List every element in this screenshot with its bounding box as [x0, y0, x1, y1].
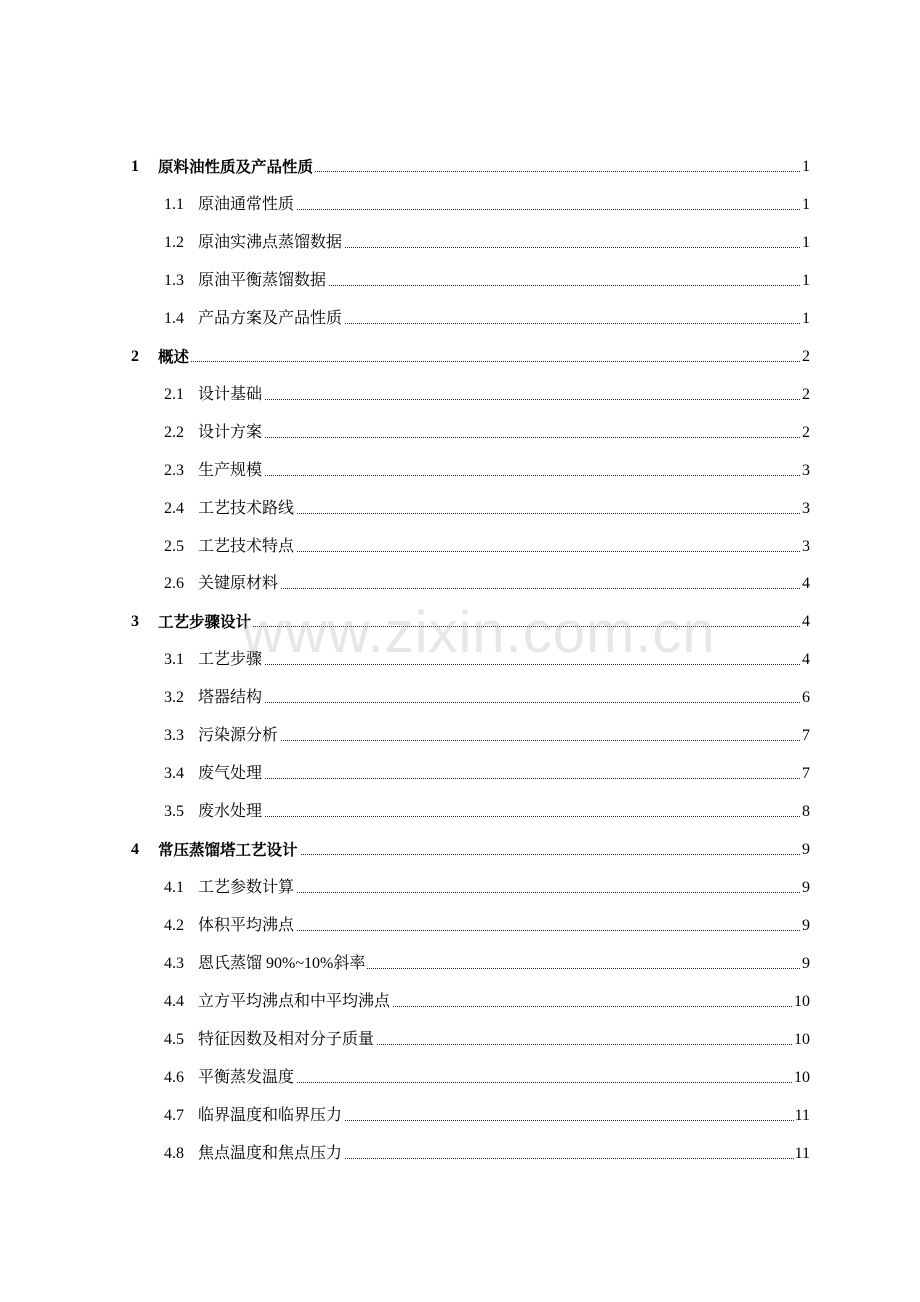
- toc-chapter-entry[interactable]: [0, 154, 920, 180]
- toc-page-number: 10: [793, 989, 810, 1015]
- toc-page-number: 11: [794, 1103, 810, 1129]
- toc-entry-title: 临界温度和临界压力: [198, 1103, 344, 1129]
- toc-entry-title: 常压蒸馏塔工艺设计: [158, 837, 300, 863]
- toc-entry-title: 设计方案: [198, 420, 264, 446]
- toc-page-number: 7: [801, 761, 810, 787]
- toc-entry-number: 4.2: [164, 917, 184, 934]
- toc-entry-number: 2.2: [164, 424, 184, 441]
- toc-dot-leader: [198, 740, 808, 741]
- toc-entry-title: 工艺参数计算: [198, 875, 296, 901]
- toc-dot-leader: [198, 475, 808, 476]
- toc-page-number: 4: [801, 647, 810, 673]
- toc-entry-title: 生产规模: [198, 458, 264, 484]
- toc-entry-title: 立方平均沸点和中平均沸点: [198, 989, 392, 1015]
- toc-page-number: 9: [801, 875, 810, 901]
- toc-section-entry[interactable]: [0, 420, 920, 446]
- toc-page-number: 3: [801, 496, 810, 522]
- toc-entry-number: 2.6: [164, 575, 184, 592]
- watermark: www.zixin.com.cn: [242, 600, 716, 665]
- toc-section-entry[interactable]: [0, 685, 920, 711]
- toc-entry-number: 1.4: [164, 310, 184, 327]
- toc-page-number: 3: [801, 534, 810, 560]
- toc-page-number: 2: [801, 344, 810, 370]
- toc-page-number: 1: [801, 192, 810, 218]
- toc-entry-number: 2.5: [164, 538, 184, 555]
- toc-section-entry[interactable]: [0, 496, 920, 522]
- toc-page-number: 6: [801, 685, 810, 711]
- toc-entry-number: 3.1: [164, 651, 184, 668]
- toc-entry-title: 原油实沸点蒸馏数据: [198, 230, 344, 256]
- toc-entry-title: 塔器结构: [198, 685, 264, 711]
- toc-section-entry[interactable]: [0, 192, 920, 218]
- toc-section-entry[interactable]: [0, 647, 920, 673]
- toc-entry-number: 4.1: [164, 879, 184, 896]
- toc-dot-leader: [198, 399, 808, 400]
- toc-entry-title: 工艺技术特点: [198, 534, 296, 560]
- toc-page-number: 10: [793, 1027, 810, 1053]
- toc-page-number: 1: [801, 306, 810, 332]
- toc-dot-leader: [198, 778, 808, 779]
- toc-section-entry[interactable]: [0, 230, 920, 256]
- toc-entry-number: 3.2: [164, 689, 184, 706]
- toc-section-entry[interactable]: [0, 571, 920, 597]
- toc-entry-title: 平衡蒸发温度: [198, 1065, 296, 1091]
- toc-entry-number: 1.1: [164, 196, 184, 213]
- toc-page-number: 1: [801, 154, 810, 180]
- toc-section-entry[interactable]: [0, 458, 920, 484]
- toc-entry-title: 关键原材料: [198, 571, 280, 597]
- toc-section-entry[interactable]: [0, 913, 920, 939]
- toc-page-number: 2: [801, 382, 810, 408]
- toc-page-number: 3: [801, 458, 810, 484]
- toc-entry-title: 焦点温度和焦点压力: [198, 1141, 344, 1167]
- toc-section-entry[interactable]: [0, 1027, 920, 1053]
- toc-page-number: 8: [801, 799, 810, 825]
- toc-page-number: 4: [801, 571, 810, 597]
- toc-section-entry[interactable]: [0, 799, 920, 825]
- toc-entry-number: 4.5: [164, 1031, 184, 1048]
- toc-section-entry[interactable]: [0, 382, 920, 408]
- toc-chapter-entry[interactable]: [0, 609, 920, 635]
- toc-entry-title: 废气处理: [198, 761, 264, 787]
- toc-entry-number: 3.3: [164, 727, 184, 744]
- toc-entry-title: 工艺技术路线: [198, 496, 296, 522]
- toc-entry-number: 4.3: [164, 955, 184, 972]
- toc-entry-number: 2.4: [164, 500, 184, 517]
- toc-entry-number: 1.2: [164, 234, 184, 251]
- toc-section-entry[interactable]: [0, 306, 920, 332]
- toc-entry-title: 特征因数及相对分子质量: [198, 1027, 376, 1053]
- toc-entry-number: 4.6: [164, 1069, 184, 1086]
- toc-entry-number: 4.4: [164, 993, 184, 1010]
- toc-page-number: 9: [801, 913, 810, 939]
- toc-entry-title: 概述: [158, 344, 191, 370]
- toc-section-entry[interactable]: [0, 989, 920, 1015]
- toc-entry-title: 原油通常性质: [198, 192, 296, 218]
- toc-entry-title: 污染源分析: [198, 723, 280, 749]
- toc-dot-leader: [198, 437, 808, 438]
- toc-page-number: 10: [793, 1065, 810, 1091]
- toc-dot-leader: [158, 626, 808, 627]
- toc-entry-number: 3.5: [164, 803, 184, 820]
- toc-entry-number: 4.7: [164, 1107, 184, 1124]
- toc-page-number: 4: [801, 609, 810, 635]
- toc-entry-number: 1: [131, 158, 139, 175]
- toc-entry-number: 4.8: [164, 1145, 184, 1162]
- toc-page-number: 11: [794, 1141, 810, 1167]
- toc-dot-leader: [198, 816, 808, 817]
- toc-chapter-entry[interactable]: [0, 837, 920, 863]
- toc-entry-title: 恩氏蒸馏 90%~10%斜率: [198, 951, 367, 977]
- toc-page-number: 2: [801, 420, 810, 446]
- toc-entry-title: 工艺步骤设计: [158, 609, 253, 635]
- toc-section-entry[interactable]: [0, 951, 920, 977]
- toc-dot-leader: [158, 361, 808, 362]
- toc-entry-number: 1.3: [164, 272, 184, 289]
- toc-entry-title: 原油平衡蒸馏数据: [198, 268, 328, 294]
- toc-section-entry[interactable]: [0, 1065, 920, 1091]
- toc-chapter-entry[interactable]: [0, 344, 920, 370]
- toc-page-number: 7: [801, 723, 810, 749]
- toc-entry-number: 3: [131, 613, 139, 630]
- toc-entry-title: 设计基础: [198, 382, 264, 408]
- toc-entry-number: 4: [131, 841, 139, 858]
- toc-section-entry[interactable]: [0, 1141, 920, 1167]
- toc-section-entry[interactable]: [0, 1103, 920, 1129]
- toc-entry-title: 产品方案及产品性质: [198, 306, 344, 332]
- toc-section-entry[interactable]: [0, 723, 920, 749]
- toc-entry-number: 2: [131, 348, 139, 365]
- toc-dot-leader: [198, 588, 808, 589]
- toc-page-number: 9: [801, 837, 810, 863]
- toc-section-entry[interactable]: [0, 761, 920, 787]
- toc-page-number: 9: [801, 951, 810, 977]
- toc-entry-title: 废水处理: [198, 799, 264, 825]
- toc-page-number: 1: [801, 230, 810, 256]
- toc-entry-number: 2.1: [164, 386, 184, 403]
- toc-section-entry[interactable]: [0, 534, 920, 560]
- toc-entry-number: 3.4: [164, 765, 184, 782]
- toc-page-number: 1: [801, 268, 810, 294]
- toc-dot-leader: [198, 664, 808, 665]
- toc-dot-leader: [198, 702, 808, 703]
- toc-entry-title: 体积平均沸点: [198, 913, 296, 939]
- toc-section-entry[interactable]: [0, 268, 920, 294]
- toc-section-entry[interactable]: [0, 875, 920, 901]
- toc-entry-number: 2.3: [164, 462, 184, 479]
- toc-entry-title: 原料油性质及产品性质: [158, 154, 315, 180]
- toc-entry-title: 工艺步骤: [198, 647, 264, 673]
